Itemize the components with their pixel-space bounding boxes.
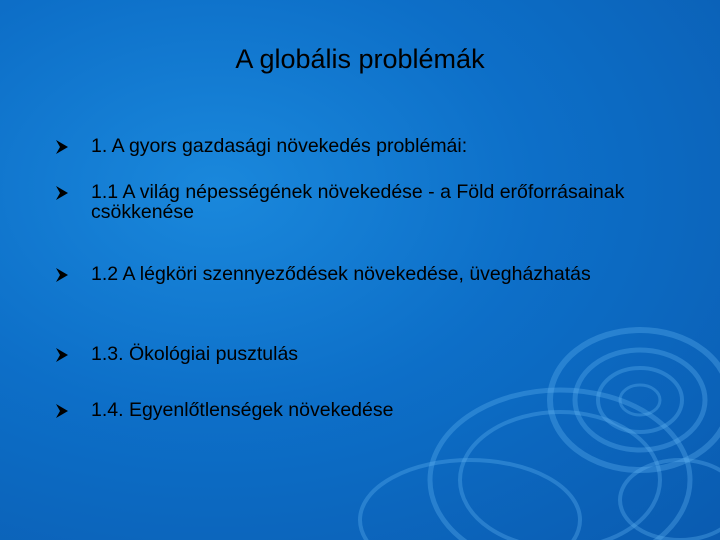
list-item-text: 1.2 A légköri szennyeződések növekedése, üvegházhatás: [91, 263, 591, 285]
list-item: [56, 182, 631, 222]
arrowhead-bullet-icon: [56, 184, 91, 204]
list-item-text: 1.3. Ökológiai pusztulás: [91, 343, 299, 365]
list-item-text: 1.1 A világ népességének növekedése - a Föld erőforrásainak csökkenése: [91, 181, 625, 223]
slide-title: A globális problémák: [235, 44, 485, 74]
arrowhead-bullet-icon: [56, 402, 91, 422]
list-item: [56, 344, 631, 366]
arrowhead-bullet-icon: [56, 266, 91, 286]
arrowhead-bullet-icon: [56, 138, 91, 158]
arrowhead-bullet-icon: [56, 346, 91, 366]
list-item-text: 1.4. Egyenlőtlenségek növekedése: [91, 399, 394, 421]
list-item: [56, 400, 631, 422]
list-item-text: 1. A gyors gazdasági növekedés problémái:: [91, 135, 468, 157]
list-item: [56, 264, 631, 286]
list-item: [56, 136, 631, 158]
